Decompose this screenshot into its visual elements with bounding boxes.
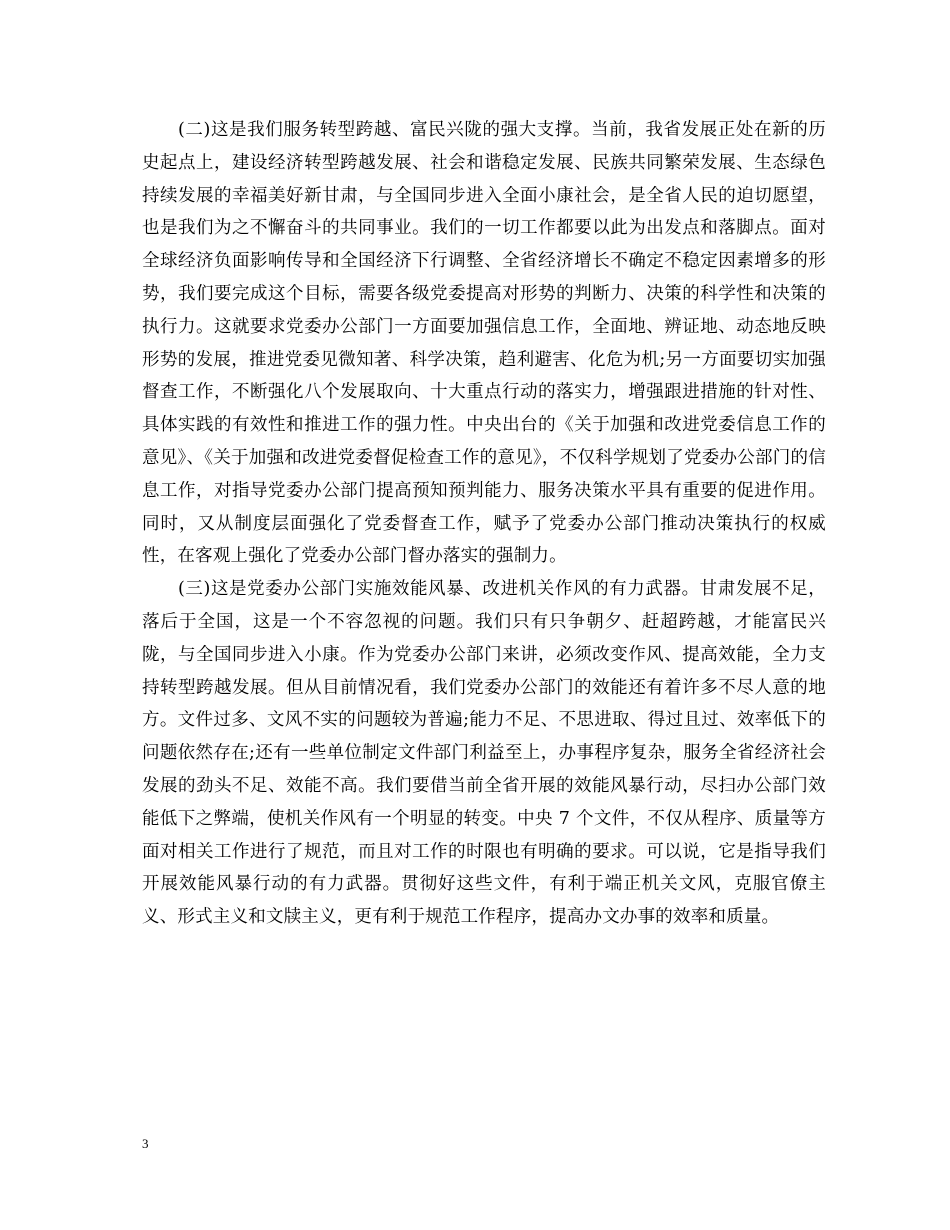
document-body xyxy=(142,114,826,934)
paragraph-section-two: (二)这是我们服务转型跨越、富民兴陇的强大支撑。当前，我省发展正处在新的历史起点上，建设经济转型跨越发展、社会和谐稳定发展、民族共同繁荣发展、生态绿色持续发展的幸福美好新甘肃，与全国同步进入全面小康社会，是全省人民的迫切愿望，也是我们为之不懈奋斗的共同事业。我们的一切工作都要以此为出发点和落脚点。面对全球经济负面影响传导和全国经济下行调整、全省经济增长不确定不稳定因素增多的形势，我们要完成这个目标，需要各级党委提高对形势的判断力、决策的科学性和决策的执行力。这就要求党委办公部门一方面要加强信息工作，全面地、辨证地、动态地反映形势的发展，推进党委见微知著、科学决策，趋利避害、化危为机;另一方面要切实加强督查工作，不断强化八个发展取向、十大重点行动的落实力，增强跟进措施的针对性、具体实践的有效性和推进工作的强力性。中央出台的《关于加强和改进党委信息工作的意见》、《关于加强和改进党委督促检查工作的意见》，不仅科学规划了党委办公部门的信息工作，对指导党委办公部门提高预知预判能力、服务决策水平具有重要的促进作用。同时，又从制度层面强化了党委督查工作，赋予了党委办公部门推动决策执行的权威性，在客观上强化了党委办公部门督办落实的强制力。 xyxy=(142,120,826,567)
paragraph-section-three: (三)这是党委办公部门实施效能风暴、改进机关作风的有力武器。甘肃发展不足，落后于全国，这是一个不容忽视的问题。我们只有只争朝夕、赶超跨越，才能富民兴陇，与全国同步进入小康。作为党委办公部门来讲，必须改变作风、提高效能，全力支持转型跨越发展。但从目前情况看，我们党委办公部门的效能还有着许多不尽人意的地方。文件过多、文风不实的问题较为普遍;能力不足、不思进取、得过且过、效率低下的问题依然存在;还有一些单位制定文件部门利益至上，办事程序复杂，服务全省经济社会发展的劲头不足、效能不高。我们要借当前全省开展的效能风暴行动，尽扫办公部门效能低下之弊端，使机关作风有一个明显的转变。中央 7 个文件，不仅从程序、质量等方面对相关工作进行了规范，而且对工作的时限也有明确的要求。可以说，它是指导我们开展效能风暴行动的有力武器。贯彻好这些文件，有利于端正机关文风，克服官僚主义、形式主义和文牍主义，更有利于规范工作程序，提高办文办事的效率和质量。 xyxy=(142,579,826,928)
page-number: 3 xyxy=(142,1136,149,1151)
